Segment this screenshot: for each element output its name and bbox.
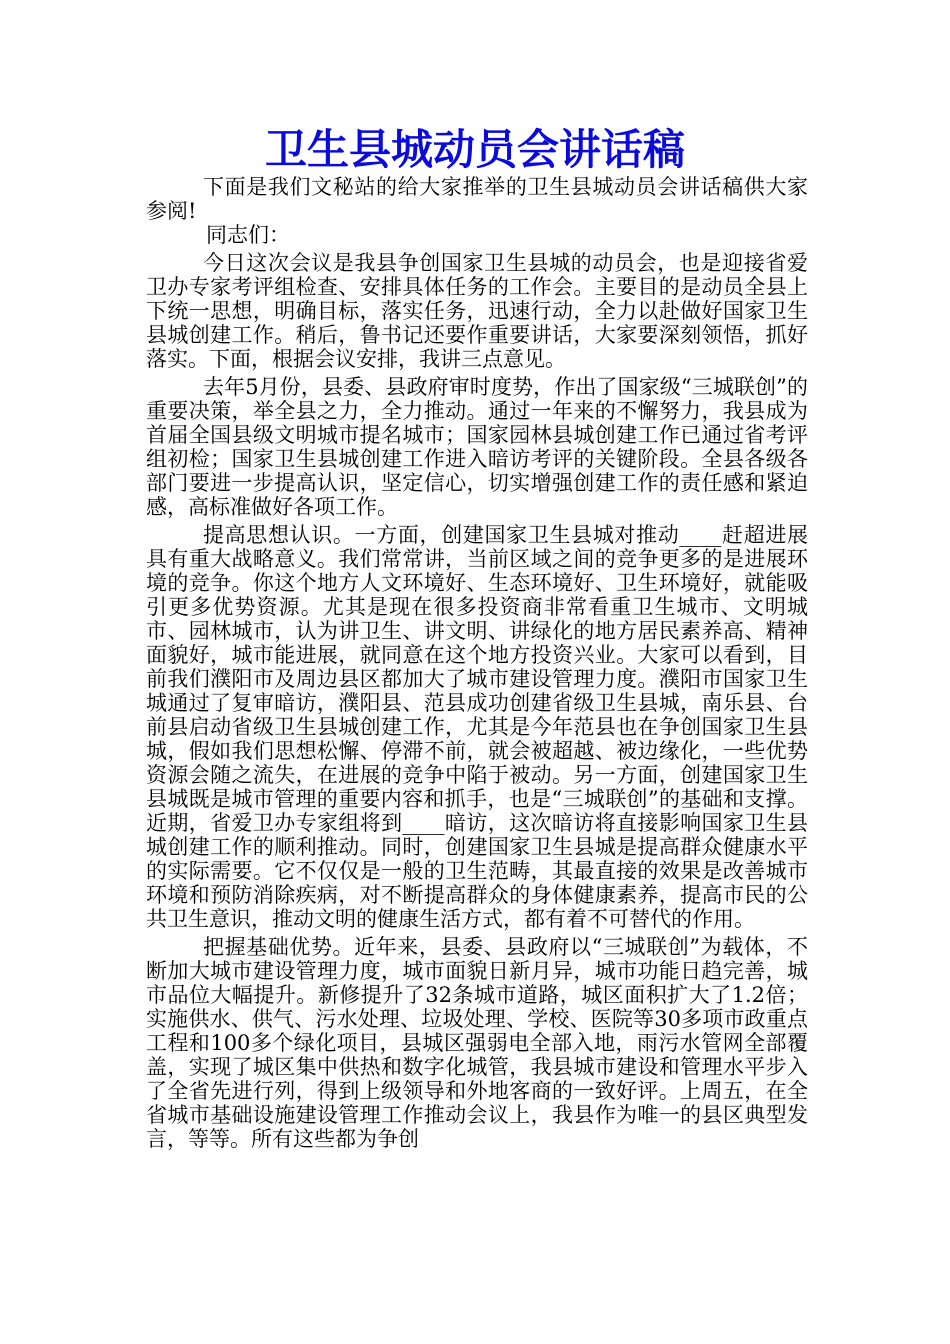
body-paragraph: 今日这次会议是我县争创国家卫生县城的动员会，也是迎接省爱卫办专家考评组检查、安排具体任务的工作会。主要目的是动员全县上下统一思想，明确目标，落实任务，迅速行动，全力以赴做好国家卫生县城创建工作。稍后，鲁书记还要作重要讲话，大家要深刻领悟，抓好落实。下面，根据会议安排，我讲三点意见。 (146, 251, 808, 371)
document-title: 卫生县城动员会讲话稿 (264, 125, 685, 174)
body-paragraph: 去年5月份，县委、县政府审时度势，作出了国家级“三城联创”的重要决策，举全县之力，全力推动。通过一年来的不懈努力，我县成为首届全国县级文明城市提名城市；国家园林县城创建工作已通过省考评组初检；国家卫生县城创建工作进入暗访考评的关键阶段。全县各级各部门要进一步提高认识，坚定信心，切实增强创建工作的责任感和紧迫感，高标准做好各项工作。 (146, 375, 808, 519)
intro-paragraph: 下面是我们文秘站的给大家推举的卫生县城动员会讲话稿供大家参阅! (146, 175, 808, 223)
document-body (146, 175, 808, 1151)
body-paragraph: 提高思想认识。一方面，创建国家卫生县城对推动____赶超进展具有重大战略意义。我们常常讲，当前区域之间的竞争更多的是进展环境的竞争。你这个地方人文环境好、生态环境好、卫生环境好，就能吸引更多优势资源。尤其是现在很多投资商非常看重卫生城市、文明城市、园林城市，认为讲卫生、讲文明、讲绿化的地方居民素养高、精神面貌好，城市能进展，就同意在这个地方投资兴业。大家可以看到，目前我们濮阳市及周边县区都加大了城市建设管理力度。濮阳市国家卫生城通过了复审暗访，濮阳县、范县成功创建省级卫生县城，南乐县、台前县启动省级卫生县城创建工作，尤其是今年范县也在争创国家卫生县城，假如我们思想松懈、停滞不前，就会被超越、被边缘化，一些优势资源会随之流失，在进展的竞争中陷于被动。另一方面，创建国家卫生县城既是城市管理的重要内容和抓手，也是“三城联创”的基础和支撑。近期，省爱卫办专家组将到____暗访，这次暗访将直接影响国家卫生县城创建工作的顺利推动。同时，创建国家卫生县城是提高群众健康水平的实际需要。它不仅仅是一般的卫生范畴，其最直接的效果是改善城市环境和预防消除疾病，对不断提高群众的身体健康素养，提高市民的公共卫生意识，推动文明的健康生活方式，都有着不可替代的作用。 (146, 523, 808, 931)
greeting-paragraph: 同志们： (206, 223, 290, 247)
body-paragraph: 把握基础优势。近年来，县委、县政府以“三城联创”为载体，不断加大城市建设管理力度，城市面貌日新月异，城市功能日趋完善，城市品位大幅提升。新修提升了32条城市道路，城区面积扩大了1.2倍；实施供水、供气、污水处理、垃圾处理、学校、医院等30多项市政重点工程和100多个绿化项目，县城区强弱电全部入地，雨污水管网全部覆盖，实现了城区集中供热和数字化城管，我县城市建设和管理水平步入了全省先进行列，得到上级领导和外地客商的一致好评。上周五，在全省城市基础设施建设管理工作推动会议上，我县作为唯一的县区典型发言，等等。所有这些都为争创 (146, 935, 808, 1151)
